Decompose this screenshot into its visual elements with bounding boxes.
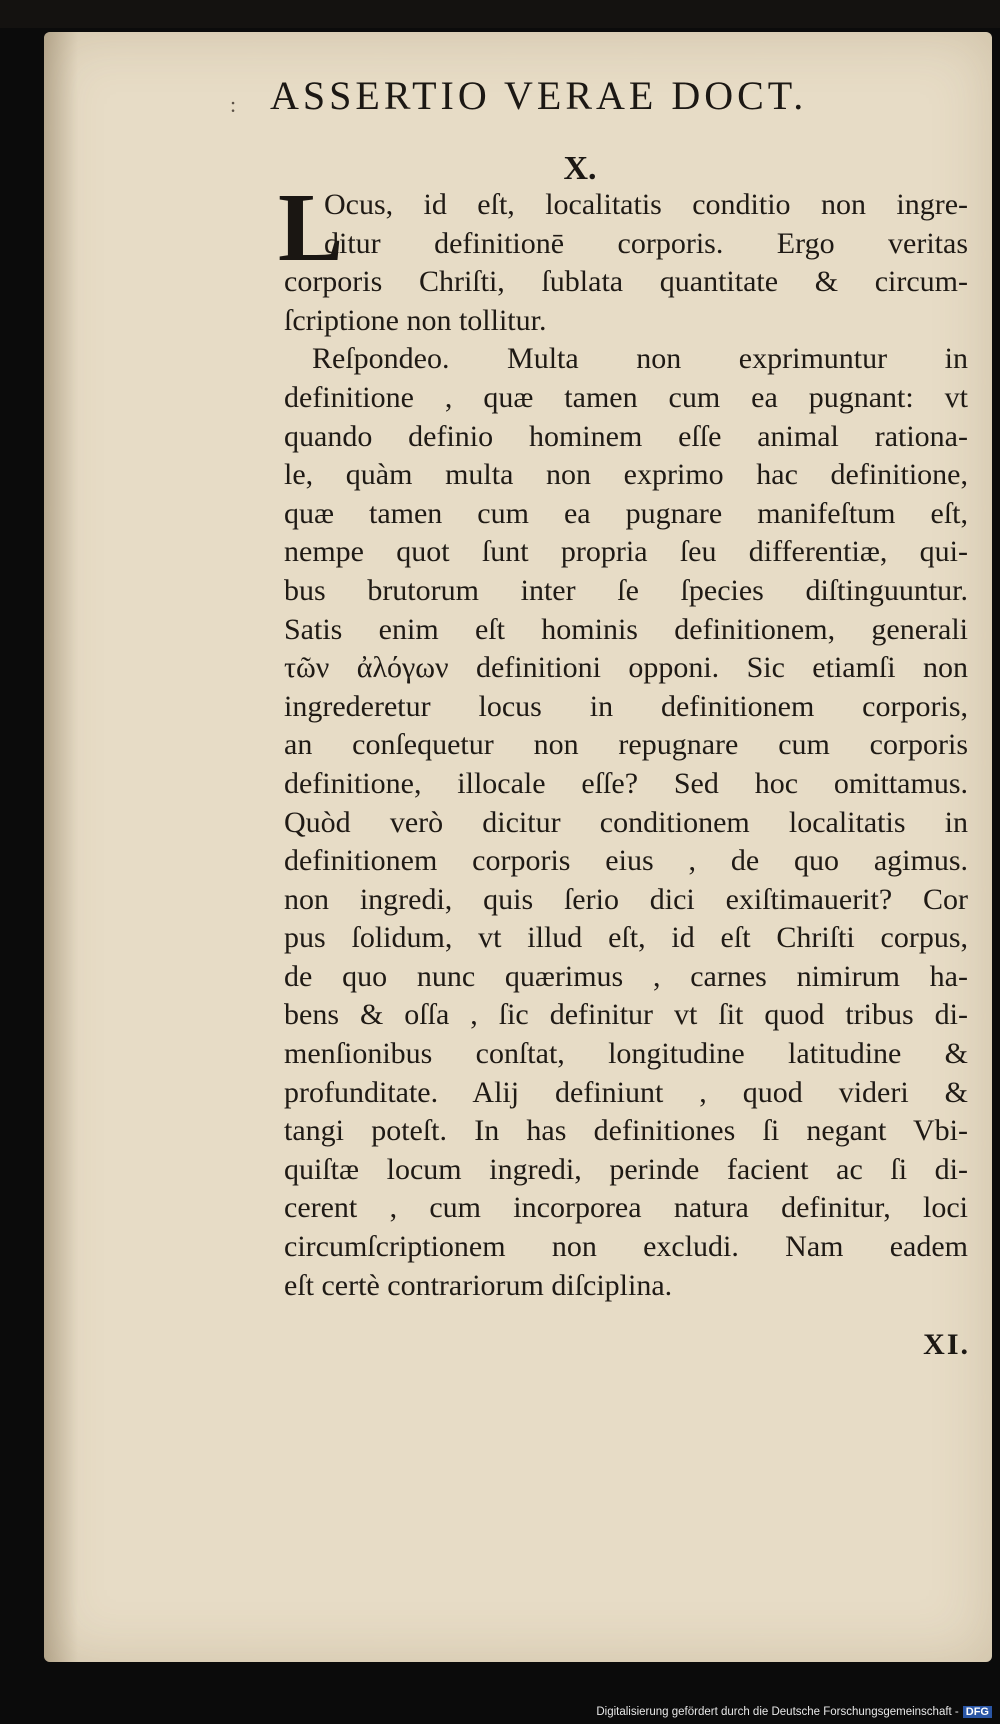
text-line: Ocus, id eſt, localitatis conditio non ingre- <box>324 188 968 221</box>
text-line: quiſtæ locum ingredi, perinde facient ac ſi di- <box>284 1152 968 1186</box>
paragraph-1 <box>284 186 968 340</box>
text-line: definitione , quæ tamen cum ea pugnant: vt <box>284 380 968 414</box>
text-line: eſt certè contrariorum diſciplina. <box>284 1268 673 1302</box>
text-line: tangi poteſt. In has definitiones ſi negant Vbi- <box>284 1114 968 1148</box>
text-line: definitionem corporis eius , de quo agimus. <box>284 844 968 878</box>
text-line: bus brutorum inter ſe ſpecies diſtinguuntur. <box>284 573 968 607</box>
text-line: quæ tamen cum ea pugnare manifeſtum eſt, <box>284 496 968 530</box>
text-line: circumſcriptionem non excludi. Nam eadem <box>284 1230 968 1264</box>
text-line: Quòd verò dicitur conditionem localitatis in <box>284 805 968 839</box>
text-line: quando definio hominem eſſe animal rationa- <box>284 419 968 453</box>
drop-cap-initial: L <box>278 174 344 282</box>
text-line: an conſequetur non repugnare cum corporis <box>284 728 968 762</box>
text-line: nempe quot ſunt propria ſeu differentiæ, qui- <box>284 535 968 569</box>
catchword: XI. <box>923 1328 970 1361</box>
text-line: profunditate. Alij definiunt , quod videri & <box>284 1075 968 1109</box>
text-line: cerent , cum incorporea natura definitur, loci <box>284 1191 968 1225</box>
text-line: menſionibus conſtat, longitudine latitudine & <box>284 1037 968 1071</box>
text-line: definitione, illocale eſſe? Sed hoc omittamus. <box>284 766 968 800</box>
running-head-mark: : <box>230 92 237 117</box>
text-line: ingrederetur locus in definitionem corporis, <box>284 689 968 723</box>
section-number: X. <box>563 150 597 187</box>
text-line: pus ſolidum, vt illud eſt, id eſt Chriſti corpus, <box>284 921 968 955</box>
text-line: de quo nunc quærimus , carnes nimirum ha- <box>284 959 968 993</box>
text-line: τῶν ἀλόγων definitioni opponi. Sic etiamſi non <box>284 651 968 685</box>
text-line: ſcriptione non tollitur. <box>284 303 547 337</box>
running-head: ASSERTIO VERAE DOCT. <box>270 73 808 118</box>
text-line: corporis Chriſti, ſublata quantitate & circum- <box>284 265 968 299</box>
page-body-text <box>284 186 968 1305</box>
credit-text: Digitalisierung gefördert durch die Deutsche Forschungsgemeinschaft - <box>596 1706 959 1718</box>
text-line: non ingredi, quis ſerio dici exiſtimauerit? Cor <box>284 882 968 916</box>
text-line: bens & oſſa , ſic definitur vt ſit quod tribus di- <box>284 998 968 1032</box>
text-line: Reſpondeo. Multa non exprimuntur in <box>312 342 968 376</box>
text-line: Satis enim eſt hominis definitionem, generali <box>284 612 968 646</box>
text-line: ditur definitionē corporis. Ergo veritas <box>324 226 968 260</box>
paragraph-2 <box>284 340 968 1305</box>
gutter-shadow <box>44 32 78 1662</box>
dfg-logo: DFG <box>963 1706 992 1718</box>
digitization-credit <box>596 1706 992 1718</box>
scan-top-edge <box>0 0 1000 28</box>
text-line: le, quàm multa non exprimo hac definitione, <box>284 458 968 492</box>
